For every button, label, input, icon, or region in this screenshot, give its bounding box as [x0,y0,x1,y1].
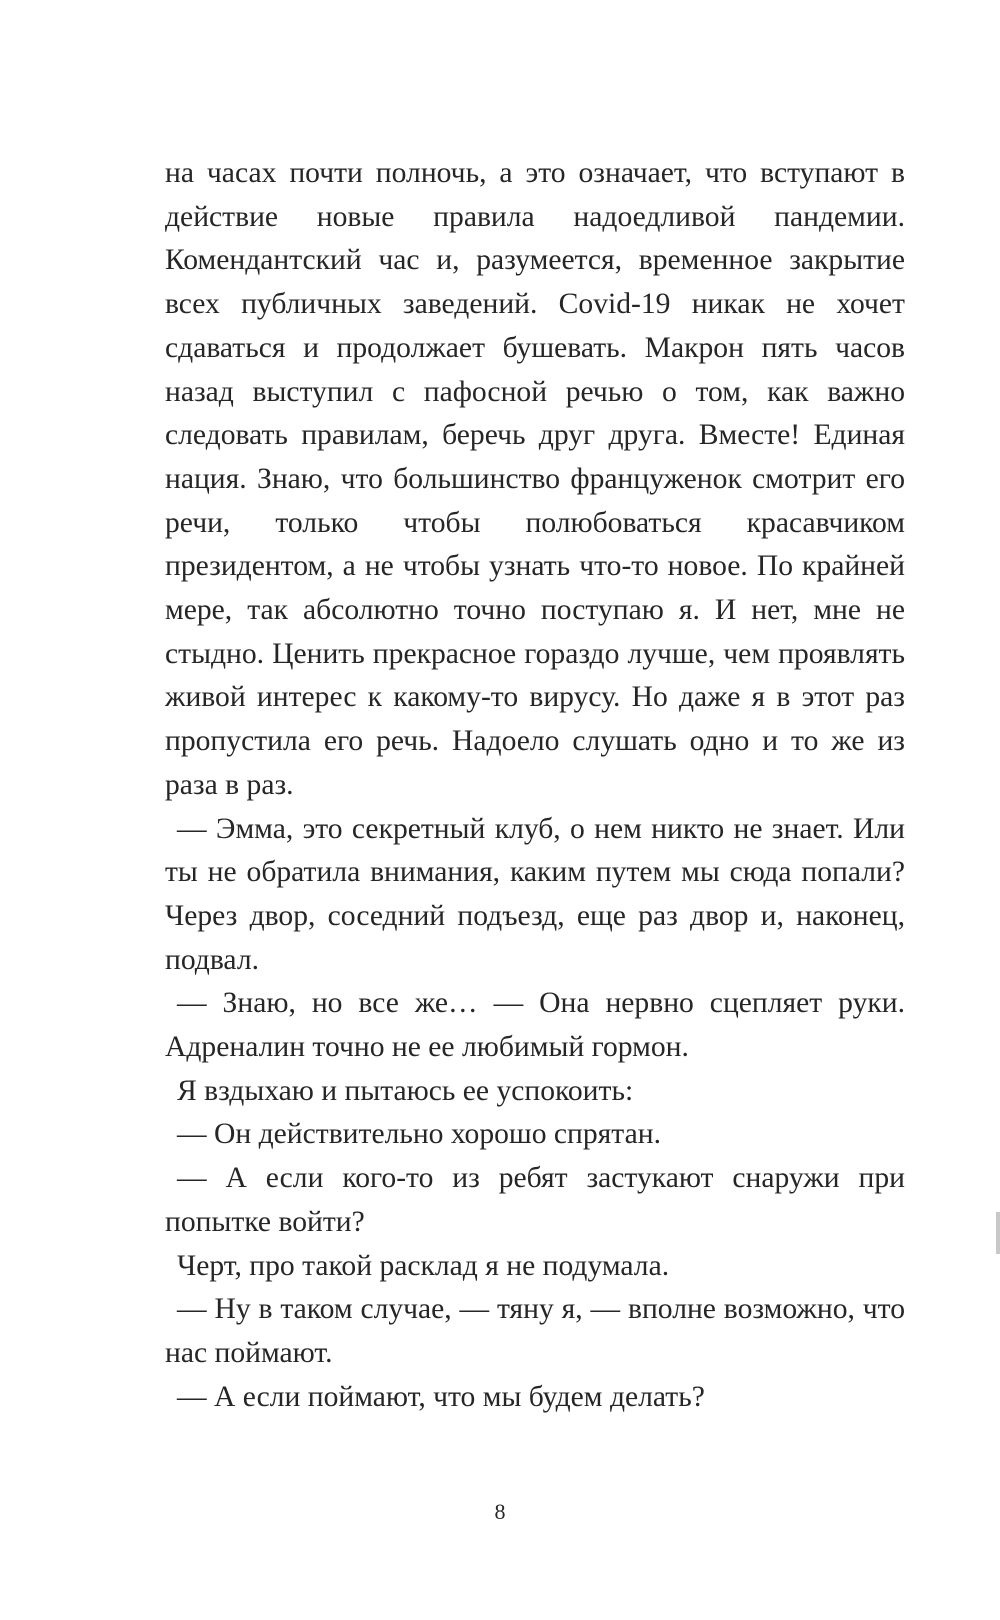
paragraph-dialogue-emma-secret-club: — Эмма, это секретный клуб, о нем никто не знает. Или ты не обратила внимания, каким путем мы сюда попали? Через двор, соседний подъезд, еще раз двор и, наконец, подвал. [165,812,905,976]
paragraph-dialogue-what-will-we-do: — А если поймают, что мы будем делать? [177,1380,705,1413]
body-text [165,152,905,1419]
paragraph-opening: на часах почти полночь, а это означает, что вступают в действие новые правила надоедливой пандемии. Комендантский час и, разумеется, временное закрытие всех публичных заведений. Covid-19 никак не хочет сдаваться и продолжает бушевать. Макрон пять часов назад выступил с пафосной речью о том, как важно следовать правилам, беречь друг друга. Вместе! Единая нация. Знаю, что большинство француженок смотрит его речи, только чтобы полюбоваться красавчиком президентом, а не чтобы узнать что-то новое. По крайней мере, так абсолютно точно поступаю я. И нет, мне не стыдно. Ценить прекрасное гораздо лучше, чем проявлять живой интерес к какому-то вирусу. Но даже я в этот раз пропустила его речь. Надоело слушать одно и то же из раза в раз. [165,157,905,801]
paragraph-dialogue-well-hidden: — Он действительно хорошо спрятан. [177,1118,661,1151]
paragraph-sigh: Я вздыхаю и пытаюсь ее успокоить: [177,1074,634,1107]
page-number: 8 [494,1499,506,1524]
paragraph-damn: Черт, про такой расклад я не подумала. [177,1249,670,1282]
paragraph-dialogue-know-but: — Знаю, но все же… — Она нервно сцепляет руки. Адреналин точно не ее любимый гормон. [165,987,905,1064]
page-edge-mark [996,1212,1000,1254]
paragraph-dialogue-in-that-case: — Ну в таком случае, — тяну я, — вполне возможно, что нас поймают. [165,1293,905,1369]
paragraph-dialogue-caught-outside: — А если кого-то из ребят застукают снаружи при попытке войти? [165,1162,905,1238]
